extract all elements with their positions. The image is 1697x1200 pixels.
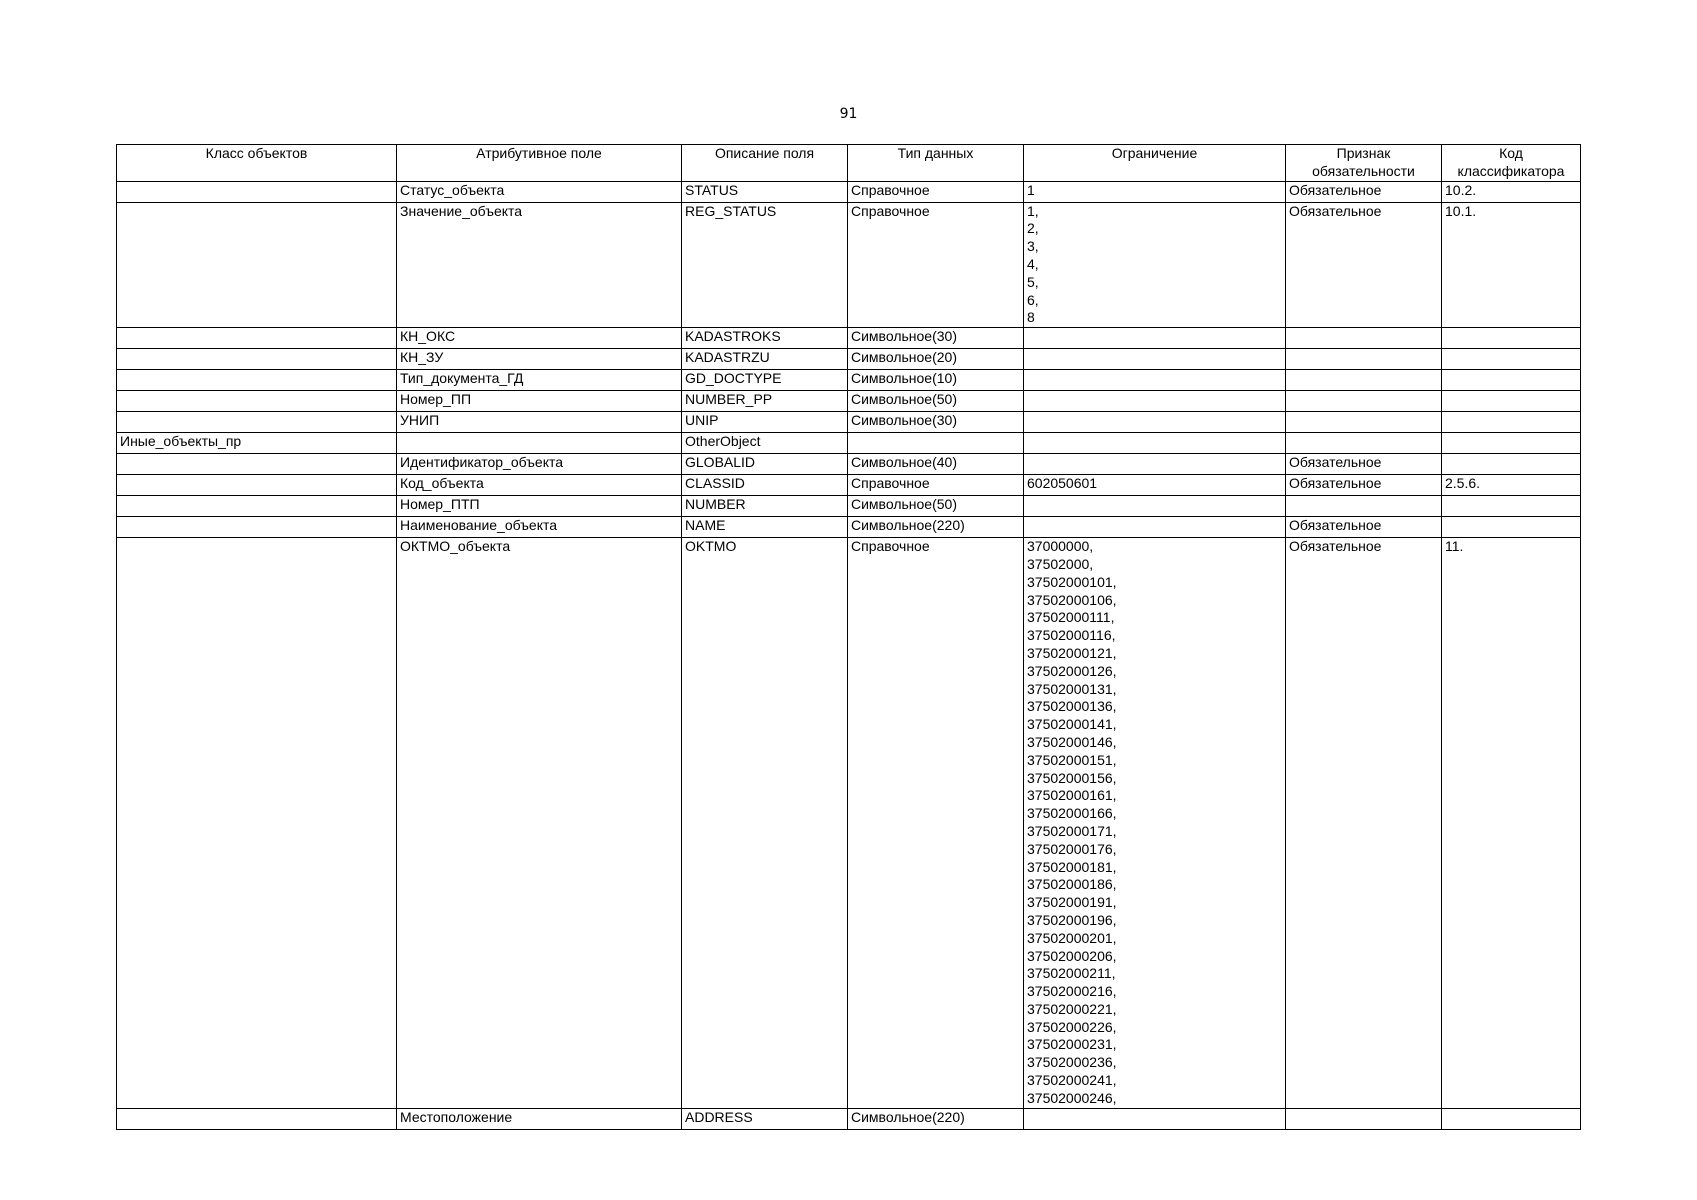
header-classifier-code: Код классификатора xyxy=(1442,145,1581,182)
table-row xyxy=(117,538,1581,1109)
cell-restriction: 602050601 xyxy=(1024,475,1286,496)
cell-object-class xyxy=(117,202,397,328)
table-row xyxy=(117,1108,1581,1129)
cell-mandatory-flag xyxy=(1286,328,1442,349)
cell-attribute-field xyxy=(397,433,682,454)
table-row xyxy=(117,181,1581,202)
cell-object-class xyxy=(117,517,397,538)
cell-classifier-code xyxy=(1442,370,1581,391)
table-row xyxy=(117,412,1581,433)
cell-field-description: NAME xyxy=(682,517,848,538)
cell-object-class xyxy=(117,181,397,202)
header-object-class: Класс объектов xyxy=(117,145,397,182)
table-row xyxy=(117,391,1581,412)
cell-field-description: KADASTROKS xyxy=(682,328,848,349)
table-header xyxy=(117,145,1581,182)
table-body xyxy=(117,181,1581,1129)
cell-field-description: OKTMO xyxy=(682,538,848,1109)
table-row xyxy=(117,328,1581,349)
cell-restriction xyxy=(1024,433,1286,454)
cell-mandatory-flag xyxy=(1286,1108,1442,1129)
cell-object-class xyxy=(117,538,397,1109)
cell-object-class xyxy=(117,349,397,370)
cell-attribute-field: Идентификатор_объекта xyxy=(397,454,682,475)
cell-mandatory-flag xyxy=(1286,496,1442,517)
table-row xyxy=(117,349,1581,370)
cell-field-description: GD_DOCTYPE xyxy=(682,370,848,391)
cell-data-type xyxy=(848,433,1024,454)
cell-classifier-code: 11. xyxy=(1442,538,1581,1109)
attribute-table xyxy=(116,144,1581,1130)
cell-mandatory-flag xyxy=(1286,349,1442,370)
table-row xyxy=(117,454,1581,475)
cell-field-description: OtherObject xyxy=(682,433,848,454)
cell-mandatory-flag xyxy=(1286,433,1442,454)
header-data-type: Тип данных xyxy=(848,145,1024,182)
cell-classifier-code xyxy=(1442,412,1581,433)
cell-field-description: REG_STATUS xyxy=(682,202,848,328)
cell-field-description: NUMBER xyxy=(682,496,848,517)
cell-mandatory-flag: Обязательное xyxy=(1286,517,1442,538)
cell-classifier-code: 10.2. xyxy=(1442,181,1581,202)
cell-data-type: Символьное(30) xyxy=(848,328,1024,349)
cell-field-description: UNIP xyxy=(682,412,848,433)
cell-mandatory-flag: Обязательное xyxy=(1286,538,1442,1109)
cell-attribute-field: Наименование_объекта xyxy=(397,517,682,538)
cell-data-type: Символьное(40) xyxy=(848,454,1024,475)
cell-mandatory-flag xyxy=(1286,370,1442,391)
cell-data-type: Символьное(50) xyxy=(848,391,1024,412)
cell-data-type: Справочное xyxy=(848,202,1024,328)
cell-classifier-code xyxy=(1442,391,1581,412)
cell-attribute-field: Номер_ПП xyxy=(397,391,682,412)
header-row xyxy=(117,145,1581,182)
cell-mandatory-flag xyxy=(1286,391,1442,412)
cell-classifier-code xyxy=(1442,349,1581,370)
cell-classifier-code xyxy=(1442,454,1581,475)
cell-restriction: 37000000, 37502000, 37502000101, 37502000106, 37502000111, 37502000116, 37502000121, 37502000126, 37502000131, 37502000136, 37502000141, 37502000146, 37502000151, 37502000156, 37502000161, 37502000166, 37502000171, 37502000176, 37502000181, 37502000186, 37502000191, 37502000196, 37502000201, 37502000206, 37502000211, 37502000216, 37502000221, 37502000226, 37502000231, 37502000236, 37502000241, 37502000246, xyxy=(1024,538,1286,1109)
cell-object-class xyxy=(117,475,397,496)
cell-object-class xyxy=(117,1108,397,1129)
cell-attribute-field: КН_ЗУ xyxy=(397,349,682,370)
header-restriction: Ограничение xyxy=(1024,145,1286,182)
header-field-description: Описание поля xyxy=(682,145,848,182)
cell-attribute-field: УНИП xyxy=(397,412,682,433)
cell-attribute-field: ОКТМО_объекта xyxy=(397,538,682,1109)
table-row xyxy=(117,517,1581,538)
cell-object-class xyxy=(117,412,397,433)
cell-data-type: Символьное(30) xyxy=(848,412,1024,433)
cell-classifier-code xyxy=(1442,433,1581,454)
cell-classifier-code: 2.5.6. xyxy=(1442,475,1581,496)
cell-field-description: KADASTRZU xyxy=(682,349,848,370)
cell-restriction xyxy=(1024,496,1286,517)
cell-restriction xyxy=(1024,454,1286,475)
cell-restriction: 1, 2, 3, 4, 5, 6, 8 xyxy=(1024,202,1286,328)
table-row xyxy=(117,475,1581,496)
cell-mandatory-flag: Обязательное xyxy=(1286,454,1442,475)
cell-classifier-code xyxy=(1442,1108,1581,1129)
cell-field-description: STATUS xyxy=(682,181,848,202)
cell-data-type: Справочное xyxy=(848,181,1024,202)
page-number: 91 xyxy=(839,106,858,122)
cell-data-type: Символьное(220) xyxy=(848,517,1024,538)
cell-field-description: ADDRESS xyxy=(682,1108,848,1129)
cell-restriction xyxy=(1024,517,1286,538)
cell-mandatory-flag: Обязательное xyxy=(1286,202,1442,328)
cell-restriction: 1 xyxy=(1024,181,1286,202)
table-row xyxy=(117,433,1581,454)
cell-mandatory-flag xyxy=(1286,412,1442,433)
cell-object-class xyxy=(117,370,397,391)
cell-attribute-field: Тип_документа_ГД xyxy=(397,370,682,391)
cell-classifier-code xyxy=(1442,496,1581,517)
cell-restriction xyxy=(1024,349,1286,370)
cell-restriction xyxy=(1024,370,1286,391)
cell-attribute-field: Номер_ПТП xyxy=(397,496,682,517)
cell-object-class xyxy=(117,454,397,475)
table-row xyxy=(117,202,1581,328)
cell-field-description: CLASSID xyxy=(682,475,848,496)
cell-object-class xyxy=(117,496,397,517)
cell-data-type: Справочное xyxy=(848,475,1024,496)
header-mandatory-flag: Признак обязательности xyxy=(1286,145,1442,182)
cell-object-class: Иные_объекты_пр xyxy=(117,433,397,454)
cell-attribute-field: КН_ОКС xyxy=(397,328,682,349)
cell-data-type: Символьное(10) xyxy=(848,370,1024,391)
cell-classifier-code xyxy=(1442,517,1581,538)
cell-attribute-field: Код_объекта xyxy=(397,475,682,496)
cell-classifier-code xyxy=(1442,328,1581,349)
header-attribute-field: Атрибутивное поле xyxy=(397,145,682,182)
cell-restriction xyxy=(1024,391,1286,412)
cell-field-description: NUMBER_PP xyxy=(682,391,848,412)
cell-restriction xyxy=(1024,328,1286,349)
table-row xyxy=(117,370,1581,391)
cell-mandatory-flag: Обязательное xyxy=(1286,181,1442,202)
table-row xyxy=(117,496,1581,517)
cell-mandatory-flag: Обязательное xyxy=(1286,475,1442,496)
cell-restriction xyxy=(1024,412,1286,433)
cell-restriction xyxy=(1024,1108,1286,1129)
cell-attribute-field: Местоположение xyxy=(397,1108,682,1129)
cell-classifier-code: 10.1. xyxy=(1442,202,1581,328)
cell-field-description: GLOBALID xyxy=(682,454,848,475)
cell-data-type: Справочное xyxy=(848,538,1024,1109)
cell-data-type: Символьное(20) xyxy=(848,349,1024,370)
cell-object-class xyxy=(117,391,397,412)
cell-data-type: Символьное(50) xyxy=(848,496,1024,517)
cell-attribute-field: Значение_объекта xyxy=(397,202,682,328)
cell-attribute-field: Статус_объекта xyxy=(397,181,682,202)
cell-object-class xyxy=(117,328,397,349)
cell-data-type: Символьное(220) xyxy=(848,1108,1024,1129)
